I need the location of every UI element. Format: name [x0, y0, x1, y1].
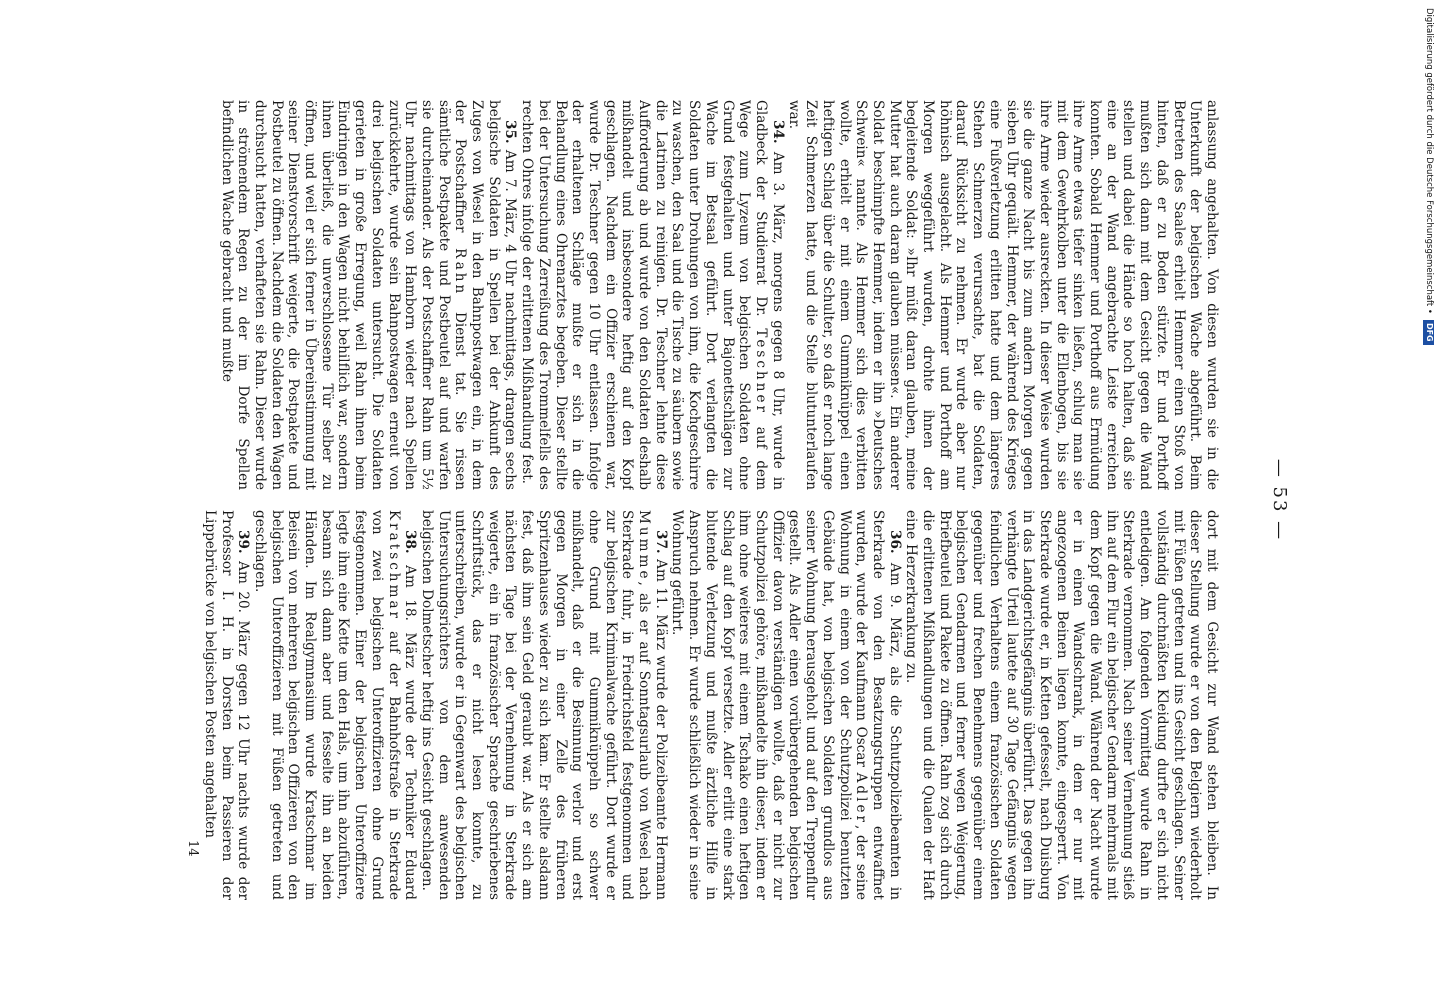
- section-number: 36.: [886, 530, 903, 554]
- paragraph-text: Dienst tat. Sie rissen sämtliche Postpakete und Postbeutel auf und warfen sie durcheinander. Als der Postschaffner Rahn um 5½ Uhr nachmittags von Hamborn wieder nach Spellen zurückkehrte, wurde sein Bahnpostwagen erneut von drei belgischen Soldaten untersucht. Die Soldaten gerieten in große Erregung, weil Rahn ihnen beim Eindringen in den Wagen nicht behilflich war, sondern ihnen überließ, die unverschlossene Tür selber zu öffnen, und weil er sich ferner in Übereinstimmung mit seiner Dienstvorschrift weigerte, die Postpakete und Postbeutel zu öffnen. Nachdem die Soldaten den Wagen durchsucht hatten, verhafteten sie Rahn. Dieser wurde in strömendem Regen zu der im Dorfe Spellen befindlichen Wache gebracht und mußte: [218, 100, 469, 490]
- paragraph: [903, 510, 1220, 900]
- paragraph-text: auf der Bahnhofstraße in Sterkrade von zwei belgischen Unteroffizieren ohne Grund festgenommen. Einer der belgischen Unteroffiziere legte ihm eine Kette um den Hals, um ihn abzuführen, besann sich dann aber und fesselte ihn an beiden Händen. Im Realgymnasium wurde Kratschmar im Beisein von mehreren belgischen Offizieren von den belgischen Unteroffizieren mit Füßen getreten und geschlagen.: [251, 510, 402, 900]
- paragraph-text: anlassung angehalten. Von diesen wurden sie in die Unterkunft der belgischen Wache abgeführt. Beim Betreten des Saales erhielt Hemmer einen Stoß von hinten, daß er zu Boden stürzte. Er und Porthoff mußten sich dann mit dem Gesicht gegen die Wand stellen und dabei die Hände so hoch halten, daß sie eine an der Wand angebrachte Leiste erreichen konnten. Sobald Hemmer und Porthoff aus Ermüdung ihre Arme etwas tiefer sinken ließen, schlug man sie mit dem Gewehrkolben unter die Ellenbogen, bis sie ihre Arme wieder ausreckten. In dieser Weise wurden sie die ganze Nacht bis zum andern Morgen gegen sieben Uhr gequält. Hemmer, der während des Krieges eine Fußverletzung erlitten hatte und dem längeres Stehen Schmerzen verursachte, bat die Soldaten, darauf Rücksicht zu nehmen. Er wurde aber nur höhnisch ausgelacht. Als Hemmer und Porthoff am Morgen weggeführt wurden, drohte ihnen der begleitende Soldat: »Ihr müßt daran glauben, meine Mutter hat auch daran glauben müssen«. Ein anderer Soldat beschimpfte Hemmer, indem er ihn »Deutsches Schwein« nannte. Als Hemmer sich dies verbitten wollte, erhielt er mit einem Gummiknüppel einen heftigen Schlag über die Schulter, so daß er noch lange Zeit Schmerzen hatte, und die Stelle blutunterlaufen war.: [786, 100, 1220, 490]
- text-column-right: [160, 510, 1220, 900]
- paragraph-37: [418, 510, 669, 900]
- signature-mark: 14: [185, 840, 200, 857]
- paragraph-text: Am 9. März, als die Schutzpolizeibeamten in Sterkrade von den Besatzungstruppen entwaffnet wurden, wurde der Kaufmann Oscar: [853, 510, 903, 900]
- document-page: [145, 100, 1315, 900]
- person-name: Mumme: [636, 510, 653, 582]
- paragraph-text: Am 11. März wurde der Polizeibeamte Hermann: [652, 559, 669, 900]
- section-number: 39.: [235, 530, 252, 554]
- section-number: 34.: [769, 120, 786, 144]
- paragraph-text: Am 18. März wurde der Techniker Eduard: [402, 565, 419, 900]
- text-column-left: [160, 100, 1220, 490]
- person-name: Rahn: [452, 248, 469, 297]
- paragraph-text: Am 7. März, 4 Uhr nachmittags, drangen sechs belgische Soldaten in Spellen bei der Ankunft des Zuges von Wesel in den Bahnpostwagen ein, in dem der Postschaffner: [452, 100, 519, 490]
- paragraph-34: [518, 100, 785, 490]
- person-name: Adler: [853, 772, 870, 826]
- paragraph-38: [251, 510, 418, 900]
- paragraph-text: Am 3. März, morgens gegen 8 Uhr, wurde in Gladbeck der Studienrat Dr.: [753, 100, 786, 490]
- section-number: 37.: [652, 530, 669, 554]
- paragraph-39: [201, 510, 251, 900]
- paragraph-35: [218, 100, 519, 490]
- dfg-logo: DFG: [1423, 320, 1434, 345]
- section-number: 35.: [502, 120, 519, 144]
- person-name: Teschner: [753, 328, 770, 416]
- paragraph-36: [669, 510, 903, 900]
- paragraph-text: , als er auf Sonntagsurlaub von Wesel nach Sterkrade fuhr, in Friedrichsfeld festgenommen und zur belgischen Kriminalwache geführt. Dort wurde er ohne Grund mit Gummiknüppeln so schwer mißhandelt, daß er die Besinnung verlor und erst gegen Morgen in einer Zelle des früheren Spritzenhauses wieder zu sich kam. Er stellte alsdann fest, daß ihm sein Geld geraubt war. Als er sich am nächsten Tage bei der Vernehmung in Sterkrade weigerte, ein in französischer Sprache geschriebenes Schriftstück, das er nicht lesen konnte, zu unterschreiben, wurde er in Gegenwart des belgischen Untersuchungsrichters von dem anwesenden belgischen Dolmetscher heftig ins Gesicht geschlagen.: [418, 510, 653, 900]
- paragraph-text: , der seine Wohnung in einem von der Schutzpolizei benutzten Gebäude hat, von belgischen Soldaten grundlos aus seiner Wohnung herausgeholt und auf den Treppenflur gestellt. Als Adler einen vorübergehenden belgischen Offizier davon verständigen wollte, daß er nicht zur Schutzpolizei gehöre, mißhandelte ihn dieser, indem er ihm ohne weiteres mit einem Tschako einen heftigen Schlag auf den Kopf versetzte. Adler erlitt eine stark blutende Verletzung und mußte ärztliche Hilfe in Anspruch nehmen. Er wurde schließlich wieder in seine Wohnung geführt.: [669, 510, 870, 900]
- paragraph-text: Am 20. März gegen 12 Uhr nachts wurde der Professor I. H. in Dorsten beim Passieren der Lippebrücke von belgischen Posten angehalten: [201, 510, 252, 900]
- section-number: 38.: [402, 530, 419, 554]
- paragraph-text: auf dem Wege zum Lyzeum von belgischen Soldaten ohne Grund festgehalten und unter Bajonettschlägen zur Wache im Betsaal geführt. Dort verlangten die Soldaten unter Drohungen von ihm, die Kochgeschirre zu waschen, den Saal und die Tische zu säubern sowie die Latrinen zu reinigen. Dr. Teschner lehnte diese Aufforderung ab und wurde von den Soldaten deshalb mißhandelt und insbesondere heftig auf den Kopf geschlagen. Nachdem ein Offizier erschienen war, wurde Dr. Teschner gegen 10 Uhr entlassen. Infolge der erhaltenen Schläge mußte er sich in die Behandlung eines Ohrenarztes begeben. Dieser stellte bei der Untersuchung Zerreißung des Trommelfells des rechten Ohres infolge der erlittenen Mißhandlung fest.: [519, 100, 770, 490]
- paragraph: [786, 100, 1220, 490]
- paragraph-text: dort mit dem Gesicht zur Wand stehen bleiben. In dieser Stellung wurde er von den Belgiern wiederholt mit Füßen getreten und ins Gesicht geschlagen. Seiner vollständig durchnäßten Kleidung durfte er sich nicht entledigen. Am folgenden Vormittag wurde Rahn in Sterkrade vernommen. Nach seiner Vernehmung stieß ihn auf dem Flur ein belgischer Gendarm mehrmals mit dem Kopf gegen die Wand. Während der Nacht wurde er in einen Wandschrank, in dem er nur mit angezogenen Beinen liegen konnte, eingesperrt. Von Sterkrade wurde er, in Ketten gefesselt, nach Duisburg in das Landgerichtsgefängnis überführt. Das gegen ihn verhängte Urteil lautete auf 30 Tage Gefängnis wegen feindlichen Verhaltens einem französischen Soldaten gegenüber und frechen Benehmens gegenüber einem belgischen Gendarmen und ferner wegen Weigerung, Briefbeutel und Pakete zu öffnen. Rahn zog sich durch die erlittenen Mißhandlungen und die Qualen der Haft eine Herzerkrankung zu.: [903, 510, 1220, 900]
- watermark-text: Digitalisierung gefördert durch die Deutsche Forschungsgemeinschaft •: [1424, 8, 1434, 314]
- page-number: — 53 —: [1269, 458, 1291, 542]
- person-name: Kratschmar: [385, 510, 402, 622]
- funding-watermark: [1421, 8, 1434, 998]
